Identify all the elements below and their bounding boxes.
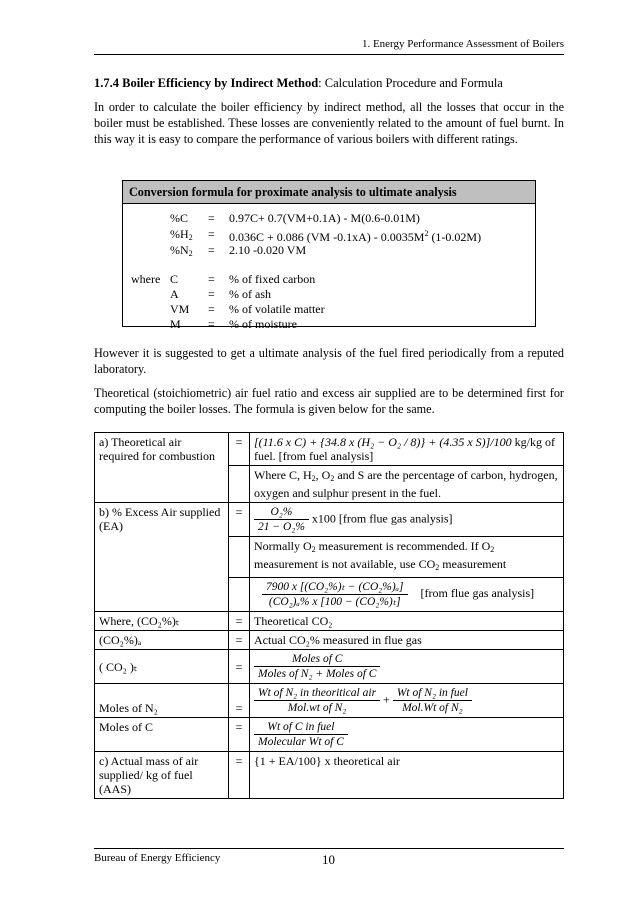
eq-c-equals: = <box>208 211 215 225</box>
conversion-box-heading: Conversion formula for proximate analysis to ultimate analysis <box>123 181 535 204</box>
def-m-symbol: M <box>170 317 181 331</box>
excess-air-formula-o2 <box>250 503 564 537</box>
fraction-denominator: Moles of N₂ + Moles of C <box>258 668 377 680</box>
fraction-denominator: Mol.wt of N₂ <box>287 702 347 714</box>
equals-sign: = <box>229 752 250 799</box>
section-title-main: 1.7.4 Boiler Efficiency by Indirect Method <box>94 76 319 90</box>
table-row <box>95 612 564 631</box>
plus-sign: + <box>383 692 390 707</box>
equals-sign: = <box>229 718 250 752</box>
moles-n2-fuel-fraction <box>393 686 472 715</box>
co2-t-formula <box>250 650 564 684</box>
eq-c-value: 0.97C+ 0.7(VM+0.1A) - M(0.6-0.01M) <box>229 211 420 225</box>
calculation-table <box>94 432 564 799</box>
theoretical-air-expression: [(11.6 x C) + {34.8 x (H₂ − O₂ / 8)} + (4.35 x S)]/100 <box>254 435 512 449</box>
excess-air-o2-tail: x100 [from flue gas analysis] <box>311 511 453 526</box>
equals-sign: = <box>229 650 250 684</box>
page-number: 10 <box>322 852 335 867</box>
conversion-box-body <box>123 204 535 331</box>
co2-theoretical-value: Theoretical CO₂ <box>250 612 564 631</box>
eq-n2-label: $\%N_2$ <box>170 243 193 258</box>
measurement-note: Normally $O_2$ measurement is recommended. If $O_2$ measurement is not available, use $CO_2$ measurement <box>250 537 564 578</box>
co2-t-label: ( CO₂ )ₜ <box>95 650 229 684</box>
footer-publisher: Bureau of Energy Efficiency <box>94 852 221 864</box>
fraction-numerator: Moles of C <box>254 652 380 667</box>
def-vm-text: % of volatile matter <box>229 302 325 316</box>
ultimate-analysis-paragraph: However it is suggested to get a ultimate analysis of the fuel fired periodically from a reputed laboratory. <box>94 346 564 376</box>
def-vm-equals: = <box>208 302 215 316</box>
eq-h2-equals: = <box>208 227 215 241</box>
table-row <box>95 684 564 718</box>
excess-air-formula-co2 <box>250 578 564 612</box>
def-a-symbol: A <box>170 287 179 301</box>
table-row <box>95 503 564 537</box>
excess-air-label: b) % Excess Air supplied (EA) <box>95 503 229 612</box>
moles-n2-formula <box>250 684 564 718</box>
excess-air-co2-tail: [from flue gas analysis] <box>420 586 535 601</box>
def-vm-symbol: VM <box>170 302 190 316</box>
def-c-equals: = <box>208 272 215 286</box>
eq-h2-value: 0.036C + 0.086 (VM $-0.1xA) - 0.0035M^2$ (1-0.02M) <box>229 229 482 244</box>
table-row <box>95 752 564 799</box>
fraction-numerator: Wt of C in fuel <box>254 720 348 735</box>
co2-actual-value: Actual CO₂% measured in flue gas <box>250 631 564 650</box>
eq-n2-equals: = <box>208 243 215 257</box>
eq-h2-label: $\%H_2$ <box>170 227 193 242</box>
fraction-denominator: Mol.Wt of N₂ <box>402 702 463 714</box>
co2-actual-label: (CO₂%)ₐ <box>95 631 229 650</box>
def-a-equals: = <box>208 287 215 301</box>
moles-n2-air-fraction <box>254 686 380 715</box>
table-row <box>95 631 564 650</box>
fraction-denominator: Molecular Wt of C <box>258 736 344 748</box>
moles-n2-label: Moles of N₂ <box>95 684 229 718</box>
section-title-suffix: : Calculation Procedure and Formula <box>318 76 503 90</box>
fraction-numerator: 7900 x [(CO₂%)ₜ − (CO₂%)ₐ] <box>262 580 408 595</box>
table-row <box>95 650 564 684</box>
running-header: 1. Energy Performance Assessment of Boilers <box>361 38 564 50</box>
intro-paragraph: In order to calculate the boiler efficiency by indirect method, all the losses that occur in the boiler must be established. These losses are conveniently related to the amount of fuel burnt. In this way it is easy to compare the performance of various boilers with different ratings. <box>94 100 564 146</box>
moles-c-label: Moles of C <box>95 718 229 752</box>
where-label: where <box>131 272 161 286</box>
fraction-numerator: Wt of N₂ in theoritical air <box>254 686 380 701</box>
section-title <box>94 76 503 91</box>
def-c-text: % of fixed carbon <box>229 272 316 286</box>
equals-sign: = <box>229 503 250 537</box>
equals-sign: = <box>229 433 250 466</box>
fraction-denominator: 21 − O₂% <box>258 521 305 533</box>
moles-c-fraction <box>254 720 348 749</box>
excess-air-co2-fraction <box>262 580 408 609</box>
actual-air-label: c) Actual mass of air supplied/ kg of fuel (AAS) <box>95 752 229 799</box>
table-row <box>95 718 564 752</box>
fuel-composition-note: Where C, $H_2$, $O_2$ and S are the percentage of carbon, hydrogen, oxygen and sulphur present in the fuel. <box>250 466 564 503</box>
conversion-box <box>122 180 536 331</box>
co2-t-fraction <box>254 652 380 681</box>
theoretical-air-label: a) Theoretical air required for combustion <box>95 433 229 503</box>
co2-theoretical-label: Where, (CO₂%)ₜ <box>95 612 229 631</box>
equals-sign: = <box>229 684 250 718</box>
def-c-symbol: C <box>170 272 179 286</box>
header-rule <box>94 54 564 55</box>
theoretical-air-unit: kg/kg of fuel. [from fuel analysis] <box>254 435 555 463</box>
equals-sign: = <box>229 612 250 631</box>
fraction-numerator: Wt of N₂ in fuel <box>393 686 472 701</box>
fraction-numerator: O₂% <box>254 505 309 520</box>
table-row <box>95 433 564 466</box>
fraction-denominator: (CO₂)ₐ% x [100 − (CO₂%)ₜ] <box>268 596 401 608</box>
actual-air-value: {1 + EA/100} x theoretical air <box>250 752 564 799</box>
eq-n2-value: 2.10 -0.020 VM <box>229 243 307 257</box>
empty-cell <box>229 578 250 612</box>
empty-cell <box>229 466 250 503</box>
air-fuel-ratio-paragraph: Theoretical (stoichiometric) air fuel ratio and excess air supplied are to be determined first for computing the boiler losses. The formula is given below for the same. <box>94 386 564 416</box>
def-m-text: % of moisture <box>229 317 297 331</box>
moles-c-formula <box>250 718 564 752</box>
excess-air-o2-fraction <box>254 505 309 534</box>
equals-sign: = <box>229 631 250 650</box>
theoretical-air-formula <box>250 433 564 466</box>
empty-cell <box>229 537 250 578</box>
footer-rule <box>94 848 564 849</box>
def-m-equals: = <box>208 317 215 331</box>
eq-c-label: %C <box>170 211 188 225</box>
def-a-text: % of ash <box>229 287 271 301</box>
